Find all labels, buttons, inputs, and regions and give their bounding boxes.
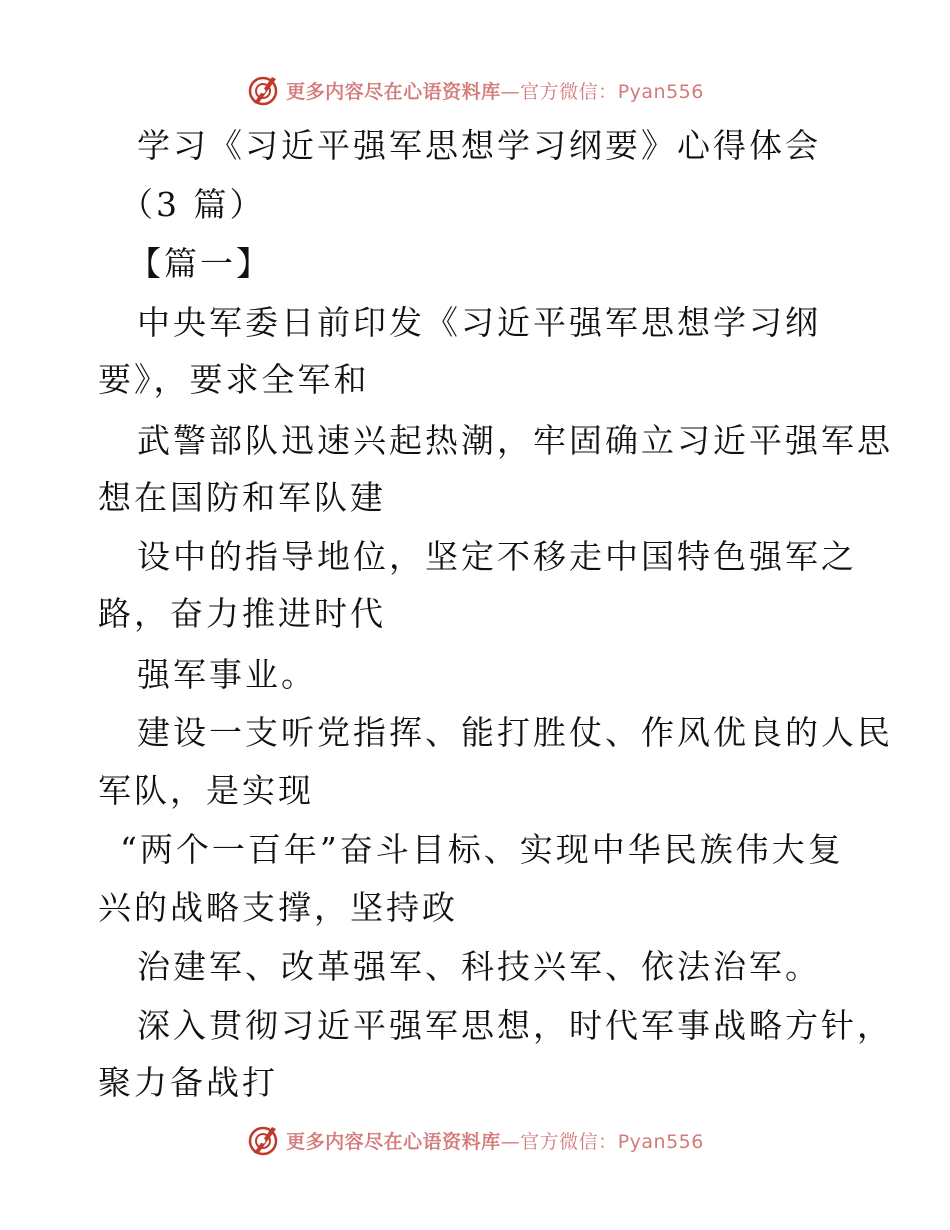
- paragraph-line: 建设一支听党指挥、能打胜仗、作风优良的人民: [137, 713, 893, 752]
- header-banner: [0, 70, 950, 110]
- document-title: 学习《习近平强军思想学习纲要》心得体会: [137, 126, 821, 165]
- document-title-count: （3 篇）: [120, 185, 266, 224]
- paragraph-line: 兴的战略支撑，坚持政: [98, 888, 458, 927]
- banner-site-name: 更多内容尽在心语资料库: [286, 1130, 501, 1153]
- banner-wechat-label: 官方微信：: [520, 80, 618, 103]
- banner-wechat-label: 官方微信：: [520, 1130, 618, 1153]
- paragraph-line: 聚力备战打: [98, 1063, 278, 1102]
- paragraph-line: 深入贯彻习近平强军思想，时代军事战略方针，: [137, 1006, 893, 1045]
- paragraph-line: 武警部队迅速兴起热潮，牢固确立习近平强军思: [137, 421, 893, 460]
- paragraph-line: 军队，是实现: [98, 771, 314, 810]
- paragraph-line: “两个一百年”奋斗目标、实现中华民族伟大复: [120, 830, 844, 869]
- paragraph-line: 要》，要求全军和: [98, 360, 370, 399]
- footer-banner: [0, 1120, 950, 1160]
- banner-separator: —: [500, 1130, 521, 1153]
- banner-separator: —: [500, 80, 521, 103]
- paragraph-line: 强军事业。: [137, 655, 317, 694]
- banner-text: [286, 1127, 704, 1154]
- paragraph-line: 治建军、改革强军、科技兴军、依法治军。: [137, 947, 821, 986]
- banner-wechat-id: Pyan556: [617, 1130, 704, 1153]
- banner-text: [286, 77, 704, 104]
- paragraph-line: 设中的指导地位，坚定不移走中国特色强军之: [137, 537, 857, 576]
- paragraph-line: 中央军委日前印发《习近平强军思想学习纲: [137, 303, 821, 342]
- banner-site-name: 更多内容尽在心语资料库: [286, 80, 501, 103]
- paragraph-line: 想在国防和军队建: [98, 478, 386, 517]
- quill-logo-icon: [246, 1123, 280, 1157]
- banner-wechat-id: Pyan556: [617, 80, 704, 103]
- paragraph-line: 路，奋力推进时代: [98, 594, 386, 633]
- quill-logo-icon: [246, 73, 280, 107]
- section-heading: 【篇一】: [128, 244, 272, 283]
